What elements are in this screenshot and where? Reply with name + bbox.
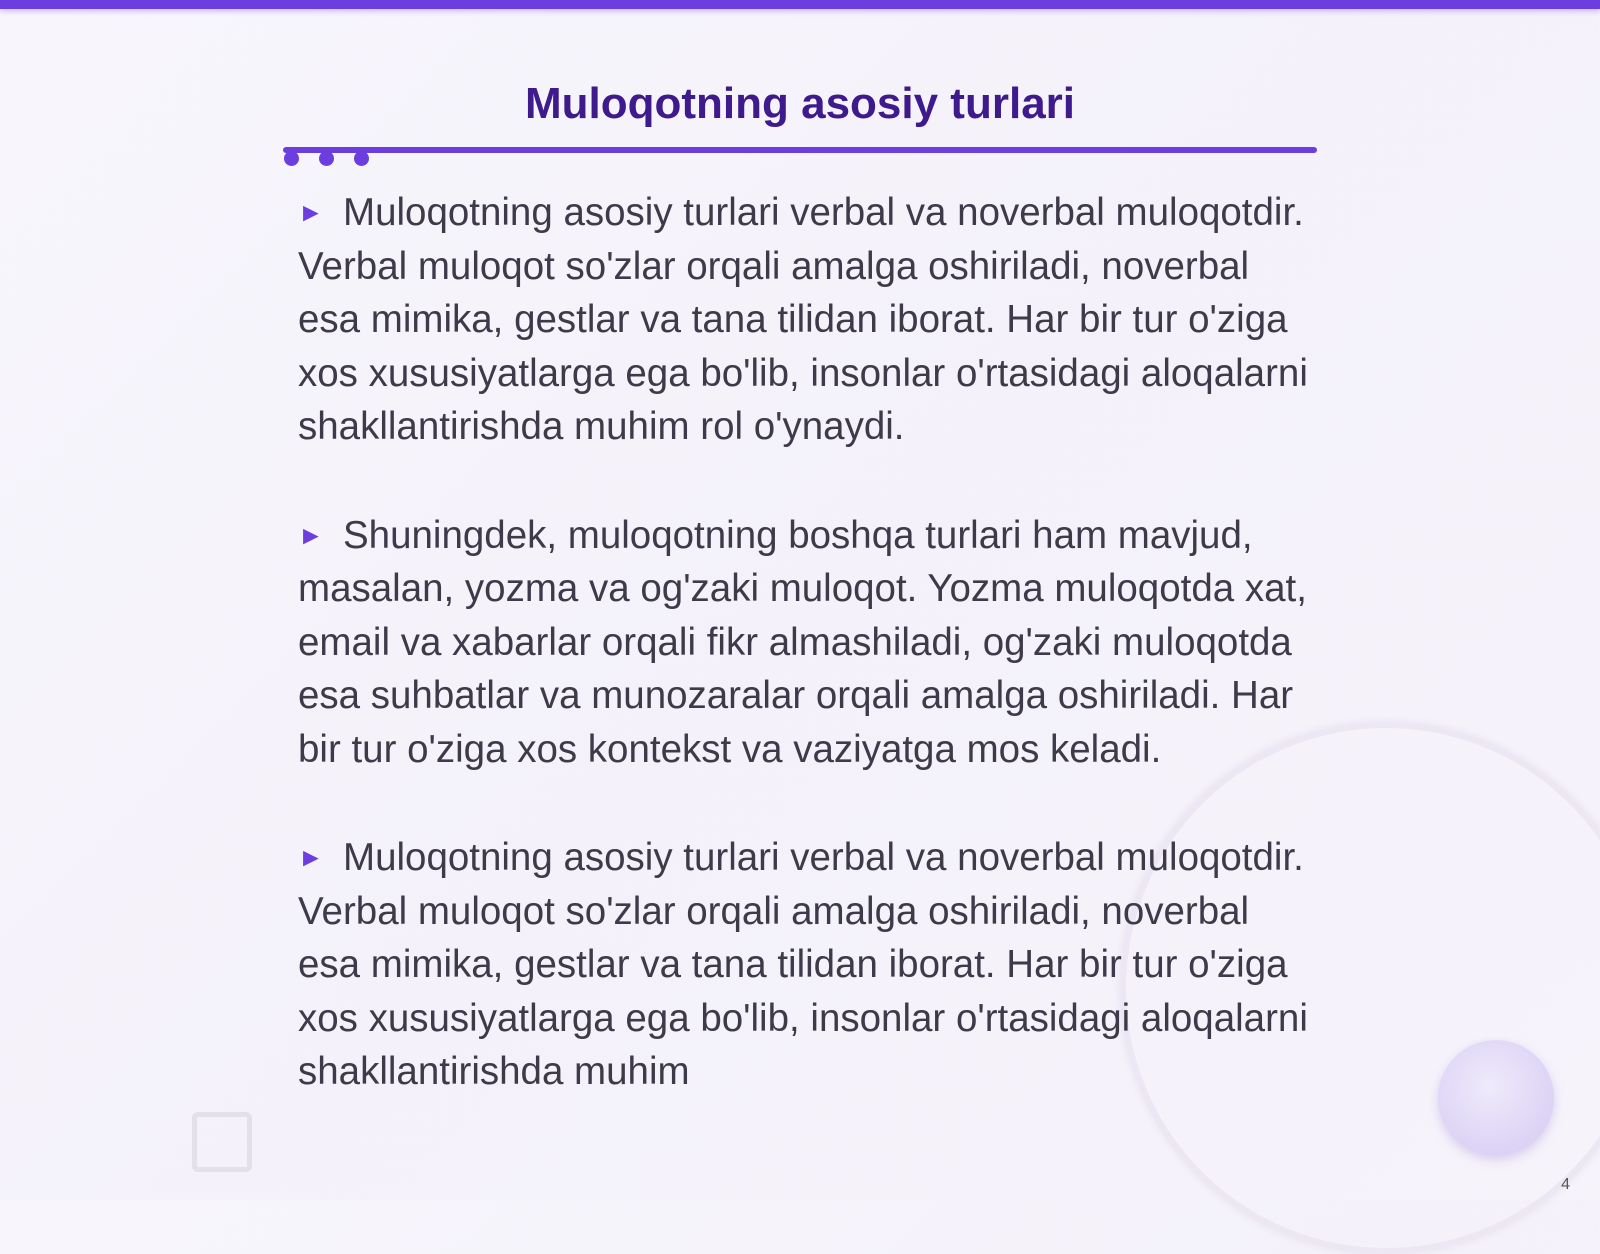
title-underline-dot [284,151,299,166]
triangle-right-icon: ► [298,197,324,227]
title-underline [283,147,1317,153]
bullet-text: Muloqotning asosiy turlari verbal va noverbal muloqotdir. Verbal muloqot so'zlar orqali amalga oshiriladi, noverbal esa mimika, gestlar va tana tilidan iborat. Har bir tur o'ziga xos xususiyatlarga ega bo'lib, insonlar o'rtasidagi aloqalarni shakllantirishda muhim rol o'ynaydi. [298,191,1308,448]
triangle-right-icon: ► [298,842,324,872]
decorative-circle [1438,1040,1554,1156]
slide-title: Muloqotning asosiy turlari [524,79,1076,128]
triangle-right-icon: ► [298,519,324,550]
bullet-text: Shuningdek, muloqotning boshqa turlari ham mavjud, masalan, yozma va og'zaki muloqot. Yozma muloqotda xat, email va xabarlar orqali fikr almashiladi, og'zaki muloqotda esa suhbatlar va munozaralar orqali amalga oshiriladi. Har bir tur o'ziga xos kontekst va vaziyatga mos keladi. [298,513,1307,771]
bullet-text: Muloqotning asosiy turlari verbal va noverbal muloqotdir. Verbal muloqot so'zlar orqali amalga oshiriladi, noverbal esa mimika, gestlar va tana tilidan iborat. Har bir tur o'ziga xos xususiyatlarga ega bo'lib, insonlar o'rtasidagi aloqalarni shakllantirishda muhim [298,836,1308,1093]
slide-body [298,186,1308,1154]
bullet-paragraph [298,186,1308,454]
bullet-paragraph [298,509,1308,777]
bullet-paragraph [298,831,1308,1099]
decorative-square [192,1112,252,1172]
page-number: 4 [1561,1176,1570,1193]
title-underline-dot [354,151,369,166]
title-underline-dot [319,151,334,166]
top-accent-bar [0,0,1600,9]
